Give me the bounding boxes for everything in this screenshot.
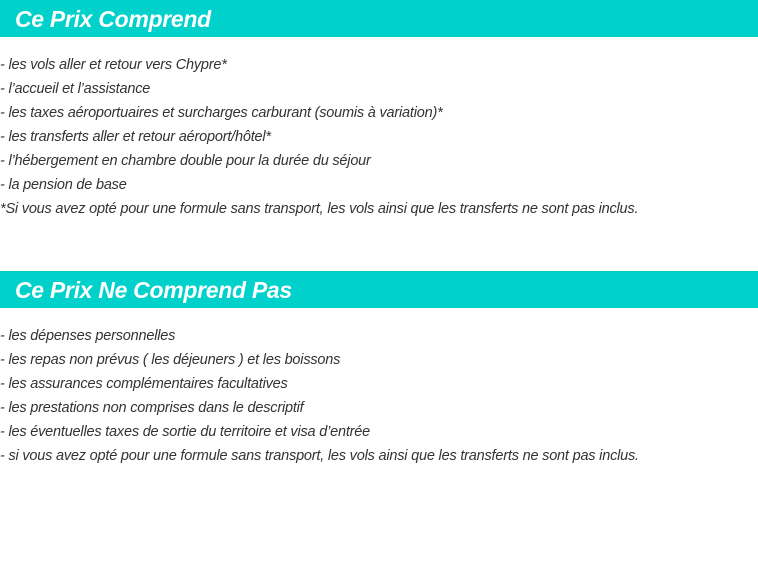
list-item: - les assurances complémentaires facultatives — [0, 376, 288, 392]
included-section-title: Ce Prix Comprend — [15, 6, 211, 32]
footnote: *Si vous avez opté pour une formule sans transport, les vols ainsi que les transferts ne sont pas inclus. — [0, 201, 639, 217]
list-item: - l’accueil et l’assistance — [0, 81, 151, 97]
list-item: - les taxes aéroportuaires et surcharges carburant (soumis à variation)* — [0, 105, 443, 121]
excluded-section-header — [0, 271, 758, 308]
list-item: - les repas non prévus ( les déjeuners ) et les boissons — [0, 352, 341, 368]
included-items-list — [0, 53, 638, 221]
list-item: - la pension de base — [0, 177, 127, 193]
list-item: - l’hébergement en chambre double pour la durée du séjour — [0, 153, 371, 169]
list-item: - les dépenses personnelles — [0, 328, 176, 344]
list-item: - si vous avez opté pour une formule sans transport, les vols ainsi que les transferts ne sont pas inclus. — [0, 448, 639, 464]
included-section-header — [0, 0, 758, 37]
excluded-section-title: Ce Prix Ne Comprend Pas — [15, 277, 292, 303]
list-item: - les vols aller et retour vers Chypre* — [0, 57, 227, 73]
excluded-items-list — [0, 324, 639, 468]
list-item: - les prestations non comprises dans le descriptif — [0, 400, 304, 416]
list-item: - les éventuelles taxes de sortie du territoire et visa d’entrée — [0, 424, 371, 440]
list-item: - les transferts aller et retour aéroport/hôtel* — [0, 129, 271, 145]
